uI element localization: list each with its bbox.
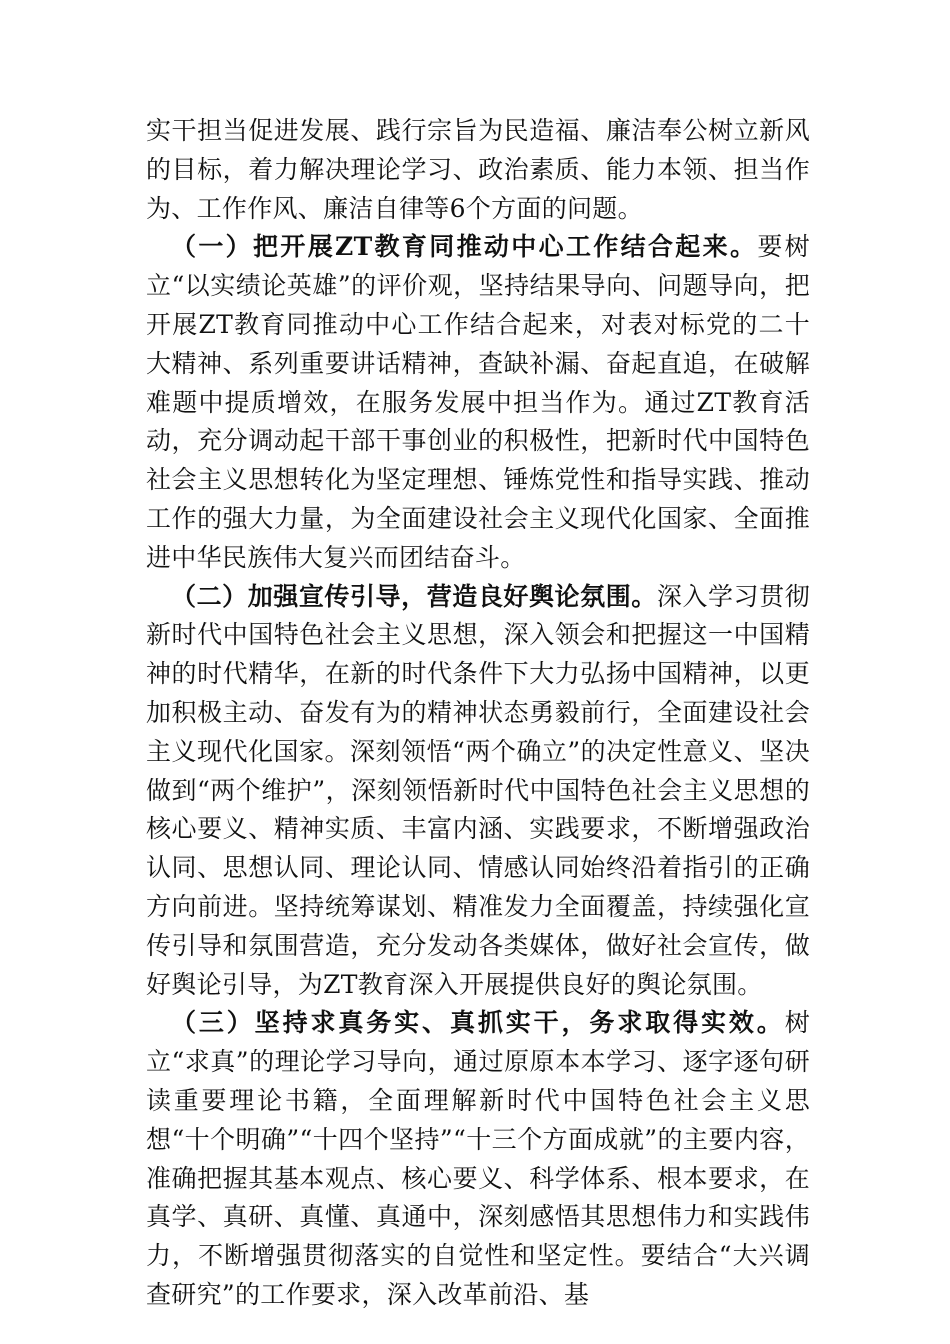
paragraph-text: 要树立“以实绩论英雄”的评价观，坚持结果导向、问题导向，把开展ZT教育同推动中心工作结合起来，对表对标党的二十大精神、系列重要讲话精神，查缺补漏、奋起直追，在破解难题中提质增效，在服务发展中担当作为。通过ZT教育活动，充分调动起干部干事创业的积极性，把新时代中国特色社会主义思想转化为坚定理想、锤炼党性和指导实践、推动工作的强大力量，为全面建设社会主义现代化国家、全面推进中华民族伟大复兴而团结奋斗。 [146,232,810,572]
paragraph-text: 深入学习贯彻新时代中国特色社会主义思想，深入领会和把握这一中国精神的时代精华，在新的时代条件下大力弘扬中国精神，以更加积极主动、奋发有为的精神状态勇毅前行，全面建设社会主义现代化国家。深刻领悟“两个确立”的决定性意义、坚决做到“两个维护”，深刻领悟新时代中国特色社会主义思想的核心要义、精神实质、丰富内涵、实践要求，不断增强政治认同、思想认同、理论认同、情感认同始终沿着指引的正确方向前进。坚持统筹谋划、精准发力全面覆盖，持续强化宣传引导和氛围营造，充分发动各类媒体，做好社会宣传，做好舆论引导，为ZT教育深入开展提供良好的舆论氛围。 [146,581,810,999]
paragraph-text: 树立“求真”的理论学习导向，通过原原本本学习、逐字逐句研读重要理论书籍，全面理解新时代中国特色社会主义思想“十个明确”“十四个坚持”“十三个方面成就”的主要内容，准确把握其基本观点、核心要义、科学体系、根本要求，在真学、真研、真懂、真通中，深刻感悟其思想伟力和实践伟力，不断增强贯彻落实的自觉性和坚定性。要结合“大兴调查研究”的工作要求，深入改革前沿、基 [146,1008,810,1309]
section-heading: （三）坚持求真务实、真抓实干，务求取得实效。 [171,1008,785,1038]
section-heading: （一）把开展ZT教育同推动中心工作结合起来。 [171,232,758,262]
paragraph-text: 实干担当促进发展、践行宗旨为民造福、廉洁奉公树立新风的目标，着力解决理论学习、政治素质、能力本领、担当作为、工作作风、廉洁自律等6个方面的问题。 [146,116,810,223]
document-body [146,112,810,1315]
section-heading: （二）加强宣传引导，营造良好舆论氛围。 [171,581,657,611]
paragraph-intro [146,112,810,228]
paragraph-section-3 [146,1004,810,1314]
paragraph-section-2 [146,578,810,1005]
paragraph-section-1 [146,228,810,577]
